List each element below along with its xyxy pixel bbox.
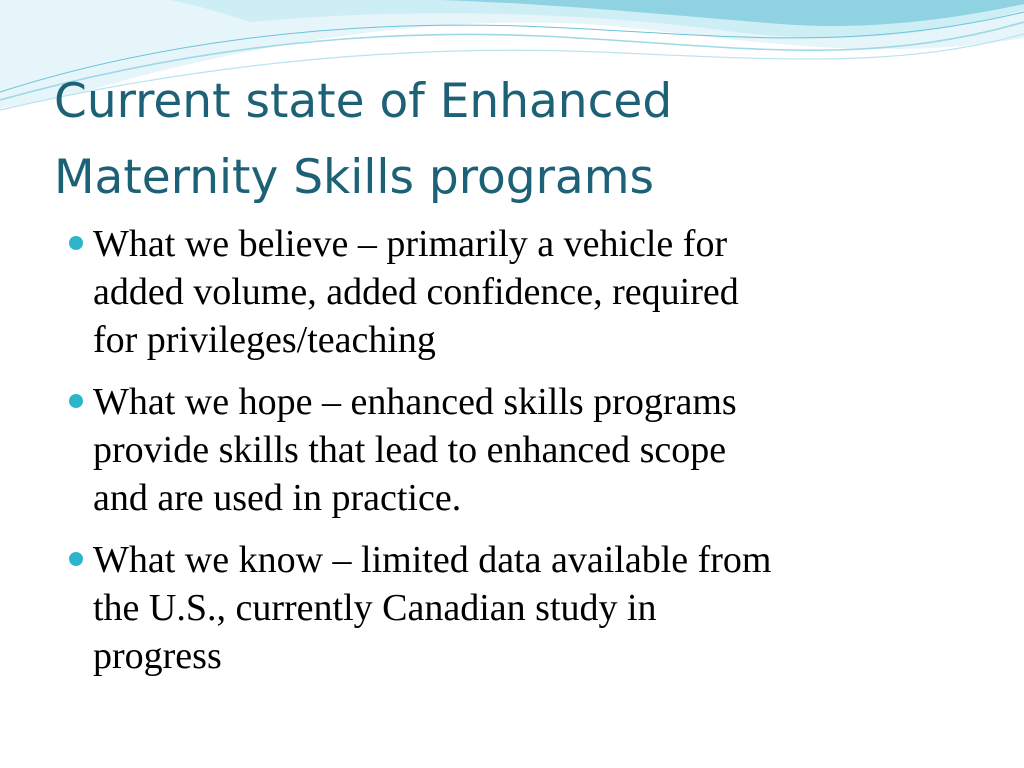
bullet-item-hope [64, 378, 984, 522]
bullet-item-believe [64, 220, 984, 364]
title-line-1: Current state of Enhanced [54, 74, 673, 129]
bullet-line: What we hope – enhanced skills programs [93, 381, 737, 423]
bullet-dot-icon [69, 236, 83, 250]
bullet-line: What we believe – primarily a vehicle for [93, 223, 728, 265]
bullet-item-know [64, 536, 984, 680]
slide-title [54, 64, 984, 216]
bullet-line: the U.S., currently Canadian study in [93, 587, 657, 629]
bullet-line: and are used in practice. [93, 477, 462, 519]
bullet-line: progress [93, 635, 222, 677]
bullet-dot-icon [69, 394, 83, 408]
bullet-dot-icon [69, 552, 83, 566]
bullet-line: provide skills that lead to enhanced scope [93, 429, 727, 471]
bullet-line: for privileges/teaching [93, 319, 436, 361]
bullet-list [64, 220, 984, 694]
bullet-line: What we know – limited data available from [93, 539, 772, 581]
bullet-line: added volume, added confidence, required [93, 271, 739, 313]
title-line-2: Maternity Skills programs [54, 150, 654, 205]
